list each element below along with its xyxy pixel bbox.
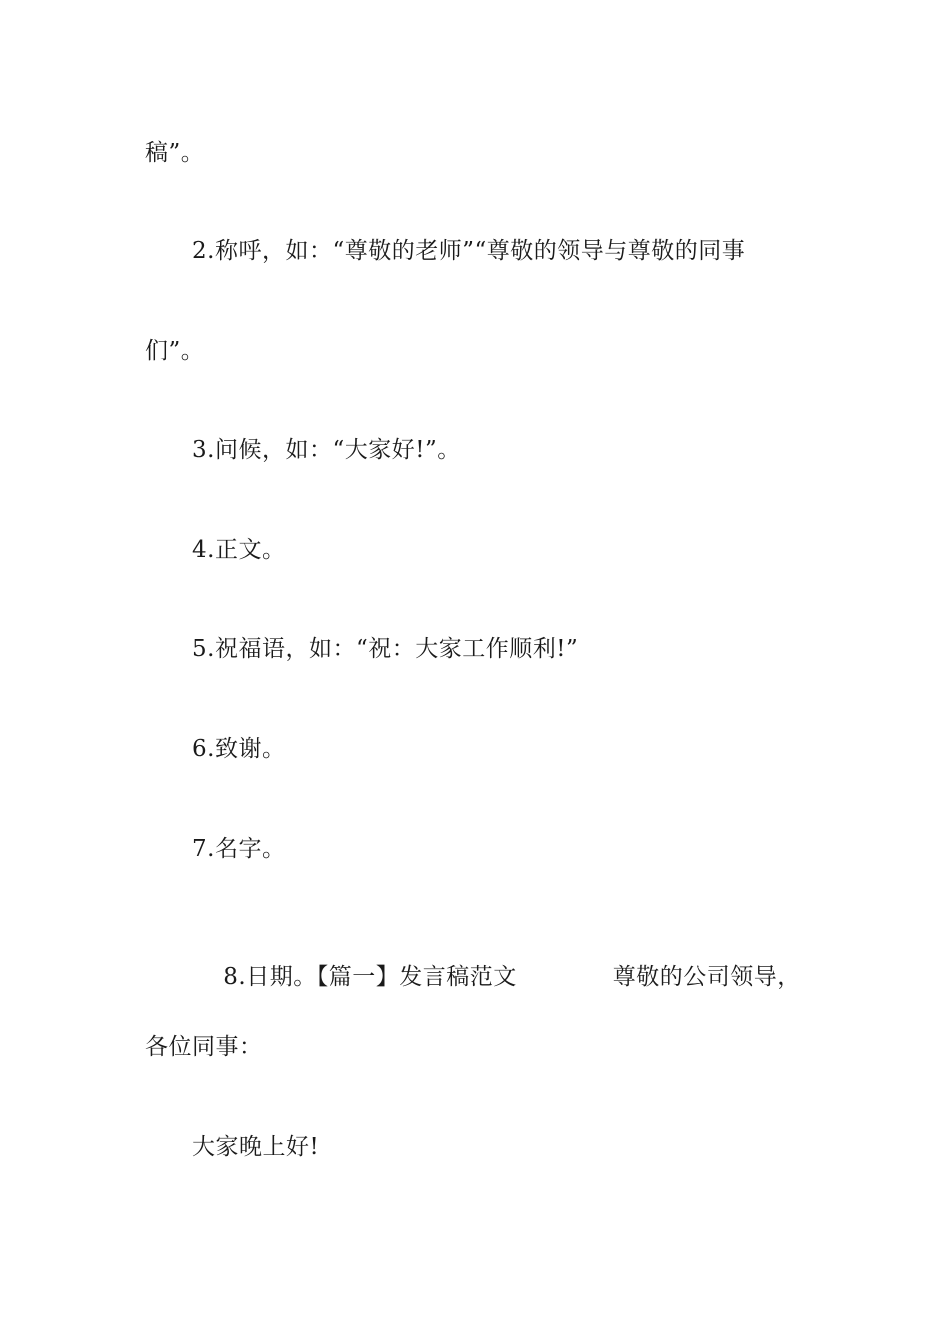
paragraph-line: 4.正文。 bbox=[192, 537, 286, 563]
paragraph-line: 2.称呼，如：“尊敬的老师”“尊敬的领导与尊敬的同事 bbox=[192, 238, 746, 264]
paragraph-line: 5.祝福语，如：“祝：大家工作顺利!” bbox=[192, 636, 579, 662]
paragraph-line: 7.名字。 bbox=[192, 836, 286, 862]
paragraph-line: 大家晚上好! bbox=[192, 1134, 320, 1160]
date-heading-text: 8.日期。【篇一】发言稿范文 bbox=[223, 964, 517, 990]
paragraph-line: 6.致谢。 bbox=[192, 736, 286, 762]
paragraph-line bbox=[192, 932, 801, 1022]
paragraph-line: 各位同事： bbox=[145, 1034, 263, 1060]
paragraph-line: 3.问候，如：“大家好!”。 bbox=[192, 437, 461, 463]
paragraph-line: 稿”。 bbox=[145, 140, 205, 166]
paragraph-line: 们”。 bbox=[145, 338, 205, 364]
salutation-text: 尊敬的公司领导， bbox=[612, 964, 801, 990]
